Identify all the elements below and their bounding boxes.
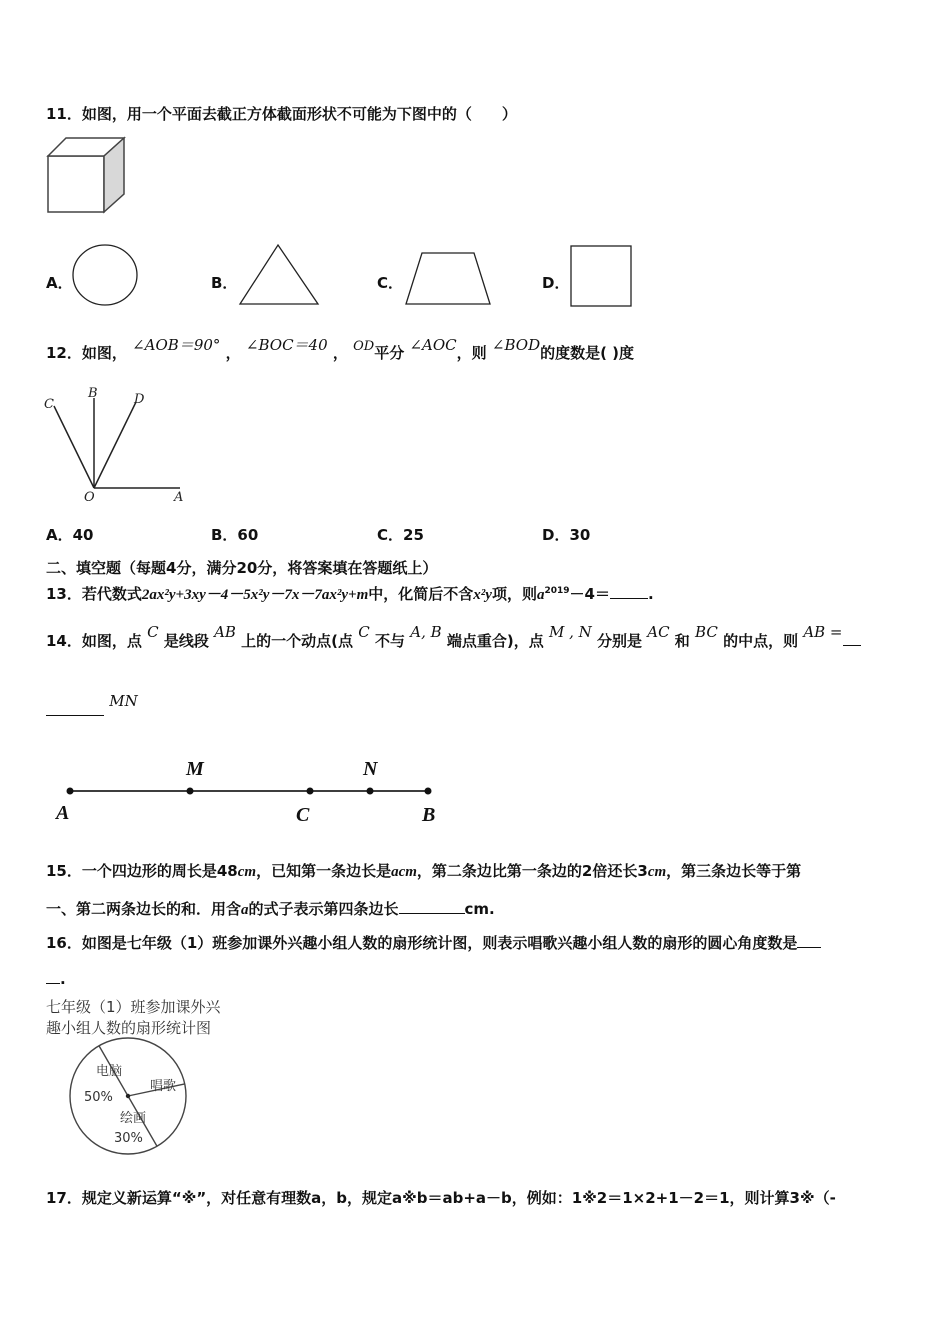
label-a-point: A (56, 802, 70, 824)
slice-label-singing: 唱歌 (150, 1079, 177, 1094)
slice-label-computer: 电脑 (96, 1064, 123, 1079)
circle-shape (70, 242, 140, 308)
label-b: B (88, 386, 98, 401)
pie-chart (62, 1036, 192, 1156)
label-a: A (174, 490, 184, 504)
q14-stem: 14．如图，点 C 是线段 AB 上的一个动点(点 C 不与 A, B 端点重合)，点 M , N 分别是 AC 和 BC 的中点，则 AB = (46, 630, 861, 651)
q17-stem: 17．规定义新运算“※”，对任意有理数a，b，规定a※b＝ab+a－b，例如：1※2＝1×2+1－2＝1，则计算3※（- (46, 1189, 836, 1207)
label-n: N (363, 758, 378, 780)
cube-figure (44, 134, 128, 216)
label-m: M (186, 758, 204, 780)
q11-stem: 11．如图，用一个平面去截正方体截面形状不可能为下图中的（ ） (46, 105, 517, 123)
q12-option-b: B．60 (211, 526, 259, 544)
section-heading: 二、填空题（每题4分，满分20分，将答案填在答题纸上） (46, 559, 438, 577)
label-d: D (134, 392, 145, 407)
chart-title-line-2: 趣小组人数的扇形统计图 (46, 1019, 212, 1037)
label-b-point: B (422, 804, 436, 826)
q12-stem: 12．如图， ∠AOB＝90° ， ∠BOC＝40 ， OD平分 ∠AOC，则 ∠BOD的度数是( )度 (46, 336, 635, 362)
q13-answer-blank (610, 598, 648, 599)
q15-line-2: 一、第二两条边长的和．用含a的式子表示第四条边长 cm. (46, 900, 495, 918)
label-c: C (44, 397, 54, 412)
segment-figure (50, 755, 450, 830)
q14-answer-blank (46, 715, 104, 716)
slice-label-painting: 绘画 (120, 1111, 147, 1126)
q16-stem: 16．如图是七年级（1）班参加课外兴趣小组人数的扇形统计图，则表示唱歌兴趣小组人数的扇形的圆心角度数是 (46, 932, 821, 953)
q15-answer-blank (399, 913, 465, 914)
q13-stem: 13．若代数式2ax²y+3xy－4－5x²y－7x－7ax²y+m中，化简后不含x²y项，则$a^{2019}-4=$ . (46, 585, 654, 603)
q11-option-c-label: C． (377, 274, 404, 292)
q14-continuation: MN (46, 702, 138, 720)
q11-option-d-label: D． (542, 274, 570, 292)
q12-option-a: A．40 (46, 526, 94, 544)
label-o: O (84, 490, 95, 504)
q11-option-a-label: A． (46, 274, 73, 292)
label-c-point: C (296, 804, 310, 826)
q16-answer-blank (46, 983, 60, 984)
q14-blank-end (843, 645, 861, 646)
q12-option-c: C．25 (377, 526, 424, 544)
q11-option-b-label: B． (211, 274, 238, 292)
q15-line-1: 15．一个四边形的周长是48cm，已知第一条边长是acm，第二条边比第一条边的2倍还长3cm，第三条边长等于第 (46, 862, 802, 880)
chart-title-line-1: 七年级（1）班参加课外兴 (46, 998, 221, 1016)
q16-continuation: . (46, 970, 66, 988)
q16-blank-end (797, 947, 821, 948)
square-shape (568, 243, 634, 309)
slice-value-painting: 30% (114, 1131, 143, 1146)
trapezoid-shape (402, 250, 494, 308)
angle-figure (40, 384, 190, 504)
q12-option-d: D．30 (542, 526, 591, 544)
slice-value-computer: 50% (84, 1090, 113, 1105)
triangle-shape (236, 242, 322, 308)
